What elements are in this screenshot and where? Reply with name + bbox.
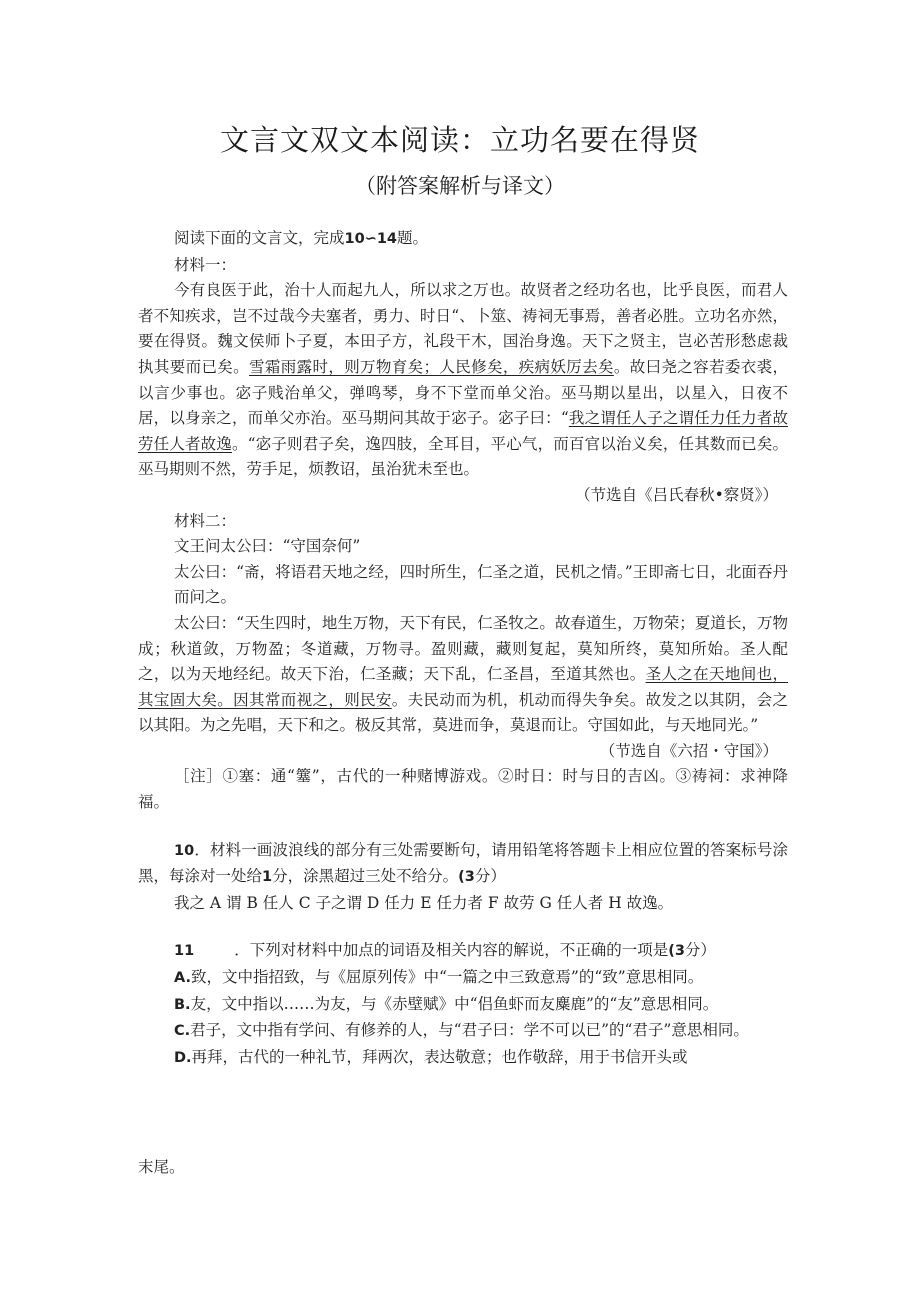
material2-label: 材料二： (174, 511, 237, 530)
option-a: A.致，文中指招致，与《屈原列传》中“一篇之中三致意焉”的“致”意思相同。 (174, 968, 704, 987)
underlined-sentence: 雪霜雨露时，则万物育矣；人民修矣，疾病妖厉去矣 (249, 357, 614, 376)
option-d: D.再拜，古代的一种礼节，拜两次，表达敬意；也作敬辞，用于书信开头或 (174, 1047, 688, 1066)
material1-paragraph: 今有良医于此，治十人而起九人，所以求之万也。故贤者之经功名也，比乎良医，而君人者不知疾求，岂不过哉今夫塞者，勇力、时日“、卜筮、祷祠无事焉，善者必胜。立功名亦然，要在得贤。魏文侯师卜子夏，本田子方，礼段干木，国治身逸。天下之贤主，岂必苦形愁虑裁执其要而已矣。雪霜雨露时，则万物育矣；人民修矣，疾病妖厉去矣。故曰尧之容若委衣裘，以言少事也。宓子贱治单父，弹鸣琴，身不下堂而单父治。巫马期以星出，以星入，日夜不居，以身亲之，而单父亦治。巫马期问其故于宓子。宓子曰：“我之谓任人子之谓任力任力者故劳任人者故逸。“宓子则君子矣，逸四肢，全耳目，平心气，而百官以治义矣，任其数而已矣。巫马期则不然，劳手足，烦教诏，虽治犹未至也。 (138, 281, 788, 479)
material2-line2: 太公曰：“斋，将语君天地之经，四时所生，仁圣之道，民机之情。”王即斋七日，北面吞丹而问之。 (174, 562, 788, 607)
annotation-note: ［注］①塞：通“簺”，古代的一种赌博游戏。②时日：时与日的吉凶。③祷祠：求神降福。 (138, 767, 788, 812)
option-d-continuation: 末尾。 (138, 1158, 185, 1176)
material2-paragraph: 太公曰：“天生四时，地生万物，天下有民，仁圣牧之。故春道生，万物荣；夏道长，万物成；秋道敛，万物盈；冬道藏，万物寻。盈则藏，藏则复起，莫知所终，莫知所始。圣人配之，以为天地经纪。故天下治，仁圣藏；天下乱，仁圣昌，至道其然也。圣人之在天地间也，其宝固大矣。因其常而视之，则民安。夫民动而为机，机动而得失争矣。故发之以其阴，会之以其阳。为之先唱，天下和之。极反其常，莫进而争，莫退而让。守国如此，与天地同光。” (138, 613, 788, 735)
option-b: B.友，文中指以……为友，与《赤壁赋》中“侣鱼虾而友麋鹿”的“友”意思相同。 (174, 994, 719, 1013)
wavy-underlined-sentence: 我之谓任人子之谓任力任力者故劳任人者故逸 (138, 409, 788, 453)
material1-label: 材料一： (174, 255, 237, 274)
underlined-sentence: 圣人之在天地间也，其宝固大矣。因其常而视之，则民安 (138, 665, 788, 709)
question-10-options: 我之 A 谓 B 任人 C 子之谓 D 任力 E 任力者 F 故劳 G 任人者 H 故逸。 (174, 893, 674, 912)
document-body (138, 226, 788, 1071)
material2-source: （节选自《六招・守国》） (599, 741, 778, 760)
material2-line1: 文王问太公曰：“守国奈何” (174, 537, 361, 556)
page-subtitle: （附答案解析与译文） (355, 174, 565, 198)
option-c: C.君子，文中指有学问、有修养的人，与“君子曰：学不可以已”的“君子”意思相同。 (174, 1021, 749, 1040)
reading-prompt: 阅读下面的文言文，完成10∽14题。 (174, 229, 429, 247)
page-title: 文言文双文本阅读：立功名要在得贤 (219, 123, 700, 157)
material1-source: （节选自《吕氏春秋•察贤》） (575, 485, 778, 504)
question-10: 10．材料一画波浪线的部分有三处需要断句，请用铅笔将答题卡上相应位置的答案标号涂黑，每涂对一处给1分，涂黑超过三处不给分。(3分） (138, 840, 788, 886)
question-11: 11 ．下列对材料中加点的词语及相关内容的解说，不正确的一项是(3分） (174, 941, 716, 960)
